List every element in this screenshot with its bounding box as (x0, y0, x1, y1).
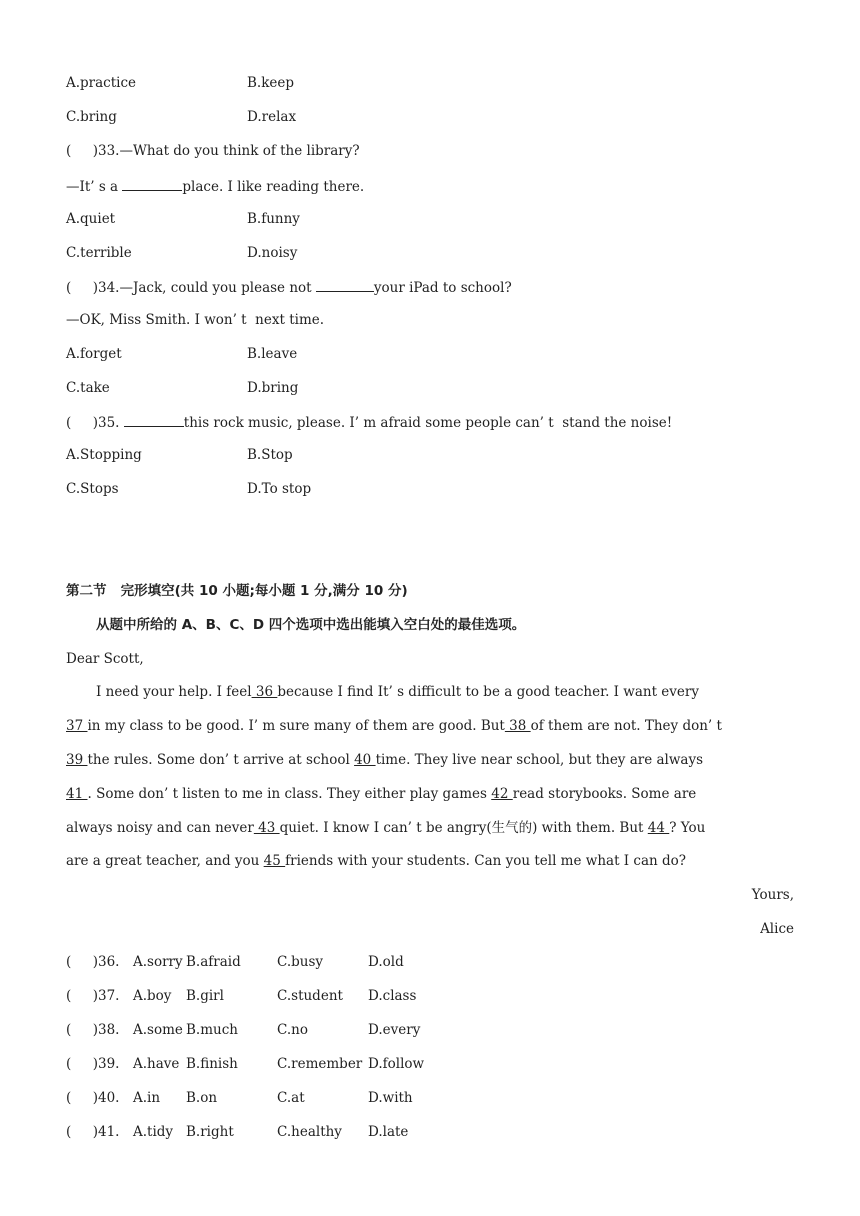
choice-option-b: B.afraid (186, 954, 241, 970)
choice-option-a: A.in (133, 1090, 161, 1106)
choice-number: ( )39. (66, 1056, 120, 1072)
choice-option-d: D.old (368, 954, 404, 970)
q35-blank (124, 412, 184, 427)
q34-blank (316, 277, 374, 292)
blank-38: 38 (504, 718, 531, 734)
choice-number: ( )36. (66, 954, 120, 970)
blank-45: 45 (263, 853, 286, 869)
blank-42: 42 (491, 786, 513, 802)
q34-question: ( )34.—Jack, could you please not your iPad to school? (66, 277, 512, 297)
choice-number: ( )41. (66, 1124, 120, 1140)
q33-option-d: D.noisy (247, 245, 298, 261)
choice-option-a: A.have (133, 1056, 180, 1072)
letter-closing: Yours, (751, 887, 794, 903)
choice-option-b: B.right (186, 1124, 234, 1140)
letter-greeting: Dear Scott, (66, 651, 144, 667)
blank-44: 44 (647, 820, 670, 836)
choice-option-d: D.late (368, 1124, 409, 1140)
choice-option-b: B.on (186, 1090, 218, 1106)
q35-option-c: C.Stops (66, 481, 119, 497)
q33-option-a: A.quiet (66, 211, 116, 227)
blank-37: 37 (66, 718, 88, 734)
section-title: 第二节 完形填空(共 10 小题;每小题 1 分,满分 10 分) (66, 583, 408, 599)
choice-option-d: D.every (368, 1022, 421, 1038)
q33-blank (122, 176, 182, 191)
q34-option-c: C.take (66, 380, 110, 396)
choice-option-c: C.student (277, 988, 343, 1004)
letter-line-1: I need your help. I feel 36 because I find It’ s difficult to be a good teacher. I want every (96, 684, 699, 700)
blank-39: 39 (66, 752, 88, 768)
q33-option-c: C.terrible (66, 245, 132, 261)
q33-option-b: B.funny (247, 211, 300, 227)
letter-line-4: 41 . Some don’ t listen to me in class. They either play games 42 read storybooks. Some are (66, 786, 697, 802)
choice-option-d: D.class (368, 988, 417, 1004)
q35-question: ( )35. this rock music, please. I’ m afraid some people can’ t stand the noise! (66, 412, 672, 432)
choice-option-b: B.much (186, 1022, 238, 1038)
choice-option-c: C.no (277, 1022, 308, 1038)
choice-number: ( )37. (66, 988, 120, 1004)
q33-answer-line: —It’ s a place. I like reading there. (66, 176, 364, 196)
letter-signature: Alice (760, 921, 794, 937)
blank-40: 40 (354, 752, 376, 768)
q32-option-c: C.bring (66, 109, 117, 125)
q32-option-b: B.keep (247, 75, 295, 91)
q33-question: ( )33.—What do you think of the library? (66, 143, 360, 159)
choice-option-a: A.tidy (133, 1124, 174, 1140)
letter-line-6: are a great teacher, and you 45 friends with your students. Can you tell me what I can do? (66, 853, 687, 869)
choice-option-a: A.boy (133, 988, 172, 1004)
choice-option-c: C.at (277, 1090, 305, 1106)
q32-option-a: A.practice (66, 75, 137, 91)
choice-option-b: B.finish (186, 1056, 238, 1072)
choice-option-d: D.follow (368, 1056, 425, 1072)
choice-option-d: D.with (368, 1090, 413, 1106)
q35-option-d: D.To stop (247, 481, 312, 497)
q32-option-d: D.relax (247, 109, 297, 125)
q35-option-a: A.Stopping (66, 447, 142, 463)
blank-36: 36 (251, 684, 278, 700)
letter-line-3: 39 the rules. Some don’ t arrive at school 40 time. They live near school, but they are always (66, 752, 704, 768)
q35-option-b: B.Stop (247, 447, 293, 463)
choice-option-b: B.girl (186, 988, 224, 1004)
choice-option-a: A.some (133, 1022, 183, 1038)
choice-option-c: C.healthy (277, 1124, 342, 1140)
q34-option-b: B.leave (247, 346, 298, 362)
choice-option-c: C.remember (277, 1056, 363, 1072)
letter-line-2: 37 in my class to be good. I’ m sure many of them are good. But 38 of them are not. They don’ t (66, 718, 722, 734)
choice-option-a: A.sorry (133, 954, 183, 970)
section-instruction: 从题中所给的 A、B、C、D 四个选项中选出能填入空白处的最佳选项。 (96, 617, 526, 633)
q34-option-d: D.bring (247, 380, 299, 396)
blank-41: 41 (66, 786, 88, 802)
choice-option-c: C.busy (277, 954, 324, 970)
choice-number: ( )38. (66, 1022, 120, 1038)
letter-line-5: always noisy and can never 43 quiet. I know I can’ t be angry(生气的) with them. But 44 ? You (66, 820, 706, 836)
q34-answer-line: —OK, Miss Smith. I won’ t next time. (66, 312, 325, 328)
q34-option-a: A.forget (66, 346, 122, 362)
blank-43: 43 (253, 820, 280, 836)
choice-number: ( )40. (66, 1090, 120, 1106)
